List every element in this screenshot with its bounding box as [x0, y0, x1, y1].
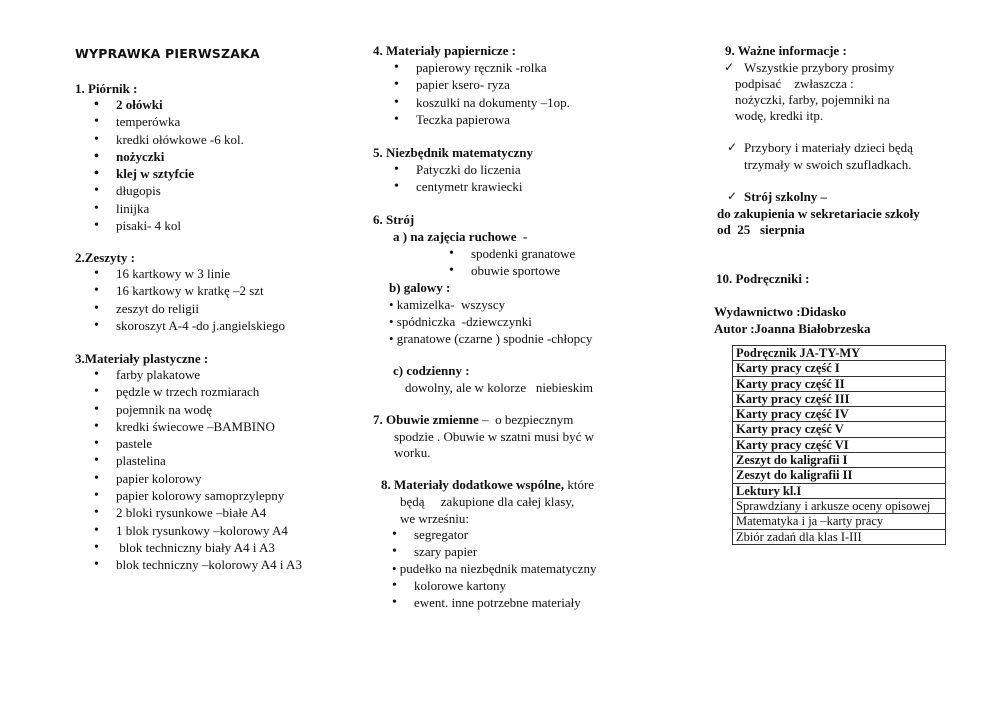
stroj-b-item: • kamizelka- wszyscy [389, 297, 506, 312]
section-heading-piornik: 1. Piórnik : [75, 81, 138, 96]
list-item: • blok techniczny biały A4 i A3 [116, 539, 302, 556]
list-item: • papier kolorowy [116, 470, 302, 487]
table-row [733, 422, 946, 437]
wazne-p3-line: do zakupienia w sekretariacie szkoły [717, 206, 920, 221]
table-row [733, 376, 946, 391]
table-row [733, 529, 946, 544]
wazne-p2-line: Przybory i materiały dzieci będą [744, 140, 913, 155]
section-heading-papiernicze: 4. Materiały papiernicze : [373, 43, 516, 58]
publisher: Wydawnictwo :Didasko [714, 304, 847, 319]
list-item: • pastele [116, 435, 302, 452]
table-cell: Karty pracy część I [733, 361, 946, 376]
dodatkowe-line3: we wrześniu: [400, 511, 469, 526]
list-item: • kredki świecowe –BAMBINO [116, 418, 302, 435]
table-row [733, 346, 946, 361]
list-item: • temperówka [116, 113, 244, 130]
piornik-list [116, 96, 244, 234]
zeszyty-list [116, 265, 285, 334]
list-item: • segregator [414, 526, 477, 543]
table-row [733, 437, 946, 452]
wazne-p1-line: podpisać zwłaszcza : [735, 76, 854, 91]
section-heading-zeszyty: 2.Zeszyty : [75, 250, 135, 265]
stroj-a-label: a ) na zajęcia ruchowe - [393, 229, 528, 244]
section-heading-niezbednik: 5. Niezbędnik matematyczny [373, 145, 533, 160]
table-cell: Matematyka i ja –karty pracy [733, 514, 946, 529]
list-item: • Patyczki do liczenia [416, 161, 522, 178]
list-item: • papier kolorowy samoprzylepny [116, 487, 302, 504]
section-heading-plastyczne: 3.Materiały plastyczne : [75, 351, 209, 366]
list-item: • blok techniczny –kolorowy A4 i A3 [116, 556, 302, 573]
section-heading-wazne: 9. Ważne informacje : [725, 43, 847, 58]
dodatkowe-line1 [381, 476, 594, 493]
list-item: • koszulki na dokumenty –1op. [416, 94, 570, 111]
list-item: • papierowy ręcznik -rolka [416, 59, 570, 76]
list-item: • linijka [116, 200, 244, 217]
list-item: • szary papier [414, 543, 477, 560]
obuwie-line3: worku. [394, 445, 431, 460]
list-item: • 16 kartkowy w kratkę –2 szt [116, 282, 285, 299]
plastyczne-list [116, 366, 302, 574]
table-row [733, 361, 946, 376]
stroj-c-label: c) codzienny : [393, 363, 470, 378]
list-item: • nożyczki [116, 148, 244, 165]
obuwie-line2: spodzie . Obuwie w szatni musi być w [394, 429, 595, 444]
list-item: • obuwie sportowe [471, 262, 575, 279]
textbook-table [732, 345, 946, 545]
list-item: • spodenki granatowe [471, 245, 575, 262]
list-item: • pędzle w trzech rozmiarach [116, 383, 302, 400]
wazne-p2-line: trzymały w swoich szufladkach. [744, 157, 912, 172]
check-icon: ✓ [727, 140, 738, 154]
section-heading-podreczniki: 10. Podręczniki : [716, 271, 810, 286]
obuwie-line1 [373, 411, 573, 428]
dodatkowe-line2: będą zakupione dla całej klasy, [400, 494, 575, 509]
author: Autor :Joanna Białobrzeska [714, 321, 871, 336]
stroj-b-label: b) galowy : [389, 280, 451, 295]
list-item: • ewent. inne potrzebne materiały [414, 594, 581, 611]
dodatkowe-list [414, 526, 477, 561]
list-item: • pojemnik na wodę [116, 401, 302, 418]
list-item: • pisaki- 4 kol [116, 217, 244, 234]
table-row [733, 468, 946, 483]
table-cell: Zeszyt do kaligrafii I [733, 453, 946, 468]
list-item: • 16 kartkowy w 3 linie [116, 265, 285, 282]
table-row [733, 498, 946, 513]
list-item: • długopis [116, 182, 244, 199]
table-row [733, 483, 946, 498]
wazne-p1-line: nożyczki, farby, pojemniki na [735, 92, 890, 107]
list-item: • plastelina [116, 452, 302, 469]
obuwie-text: – o bezpiecznym [478, 412, 574, 427]
stroj-c-text: dowolny, ale w kolorze niebieskim [405, 380, 593, 395]
check-icon: ✓ [724, 60, 735, 74]
list-item: • Teczka papierowa [416, 111, 570, 128]
table-cell: Zeszyt do kaligrafii II [733, 468, 946, 483]
wazne-p1-line: Wszystkie przybory prosimy [744, 60, 895, 75]
check-icon: ✓ [727, 189, 738, 203]
stroj-a-list [471, 245, 575, 280]
section-heading-obuwie: 7. Obuwie zmienne [373, 412, 479, 427]
stroj-b-item: • granatowe (czarne ) spodnie -chłopcy [389, 331, 593, 346]
table-cell: Podręcznik JA-TY-MY [733, 346, 946, 361]
document-title: WYPRAWKA PIERWSZAKA [75, 46, 260, 61]
table-row [733, 453, 946, 468]
wazne-p1-line: wodę, kredki itp. [735, 108, 824, 123]
table-cell: Karty pracy część IV [733, 407, 946, 422]
table-row [733, 391, 946, 406]
table-cell: Lektury kl.I [733, 483, 946, 498]
papiernicze-list [416, 59, 570, 128]
table-cell: Karty pracy część V [733, 422, 946, 437]
list-item: • kredki ołówkowe -6 kol. [116, 131, 244, 148]
list-item: • farby plakatowe [116, 366, 302, 383]
table-row [733, 407, 946, 422]
table-cell: Karty pracy część II [733, 376, 946, 391]
table-cell: Karty pracy część VI [733, 437, 946, 452]
list-item: • skoroszyt A-4 -do j.angielskiego [116, 317, 285, 334]
list-item: • papier ksero- ryza [416, 76, 570, 93]
list-item: • klej w sztyfcie [116, 165, 244, 182]
niezbednik-list [416, 161, 522, 196]
dodatkowe-list-2 [414, 577, 581, 612]
list-item: • kolorowe kartony [414, 577, 581, 594]
table-cell: Zbiór zadań dla klas I-III [733, 529, 946, 544]
list-item: • 2 ołówki [116, 96, 244, 113]
wazne-p3-line: od 25 sierpnia [717, 222, 805, 237]
dodatkowe-inline-item: • pudełko na niezbędnik matematyczny [392, 561, 597, 576]
list-item: • zeszyt do religii [116, 300, 285, 317]
table-row [733, 514, 946, 529]
section-heading-stroj: 6. Strój [373, 212, 415, 227]
table-cell: Sprawdziany i arkusze oceny opisowej [733, 498, 946, 513]
list-item: • 2 bloki rysunkowe –białe A4 [116, 504, 302, 521]
table-cell: Karty pracy część III [733, 391, 946, 406]
list-item: • 1 blok rysunkowy –kolorowy A4 [116, 522, 302, 539]
wazne-p3-label: Strój szkolny – [744, 189, 828, 204]
section-heading-dodatkowe: 8. Materiały dodatkowe wspólne, [381, 477, 565, 492]
list-item: • centymetr krawiecki [416, 178, 522, 195]
stroj-b-item: • spódniczka -dziewczynki [389, 314, 532, 329]
dodatkowe-text: które [564, 477, 595, 492]
